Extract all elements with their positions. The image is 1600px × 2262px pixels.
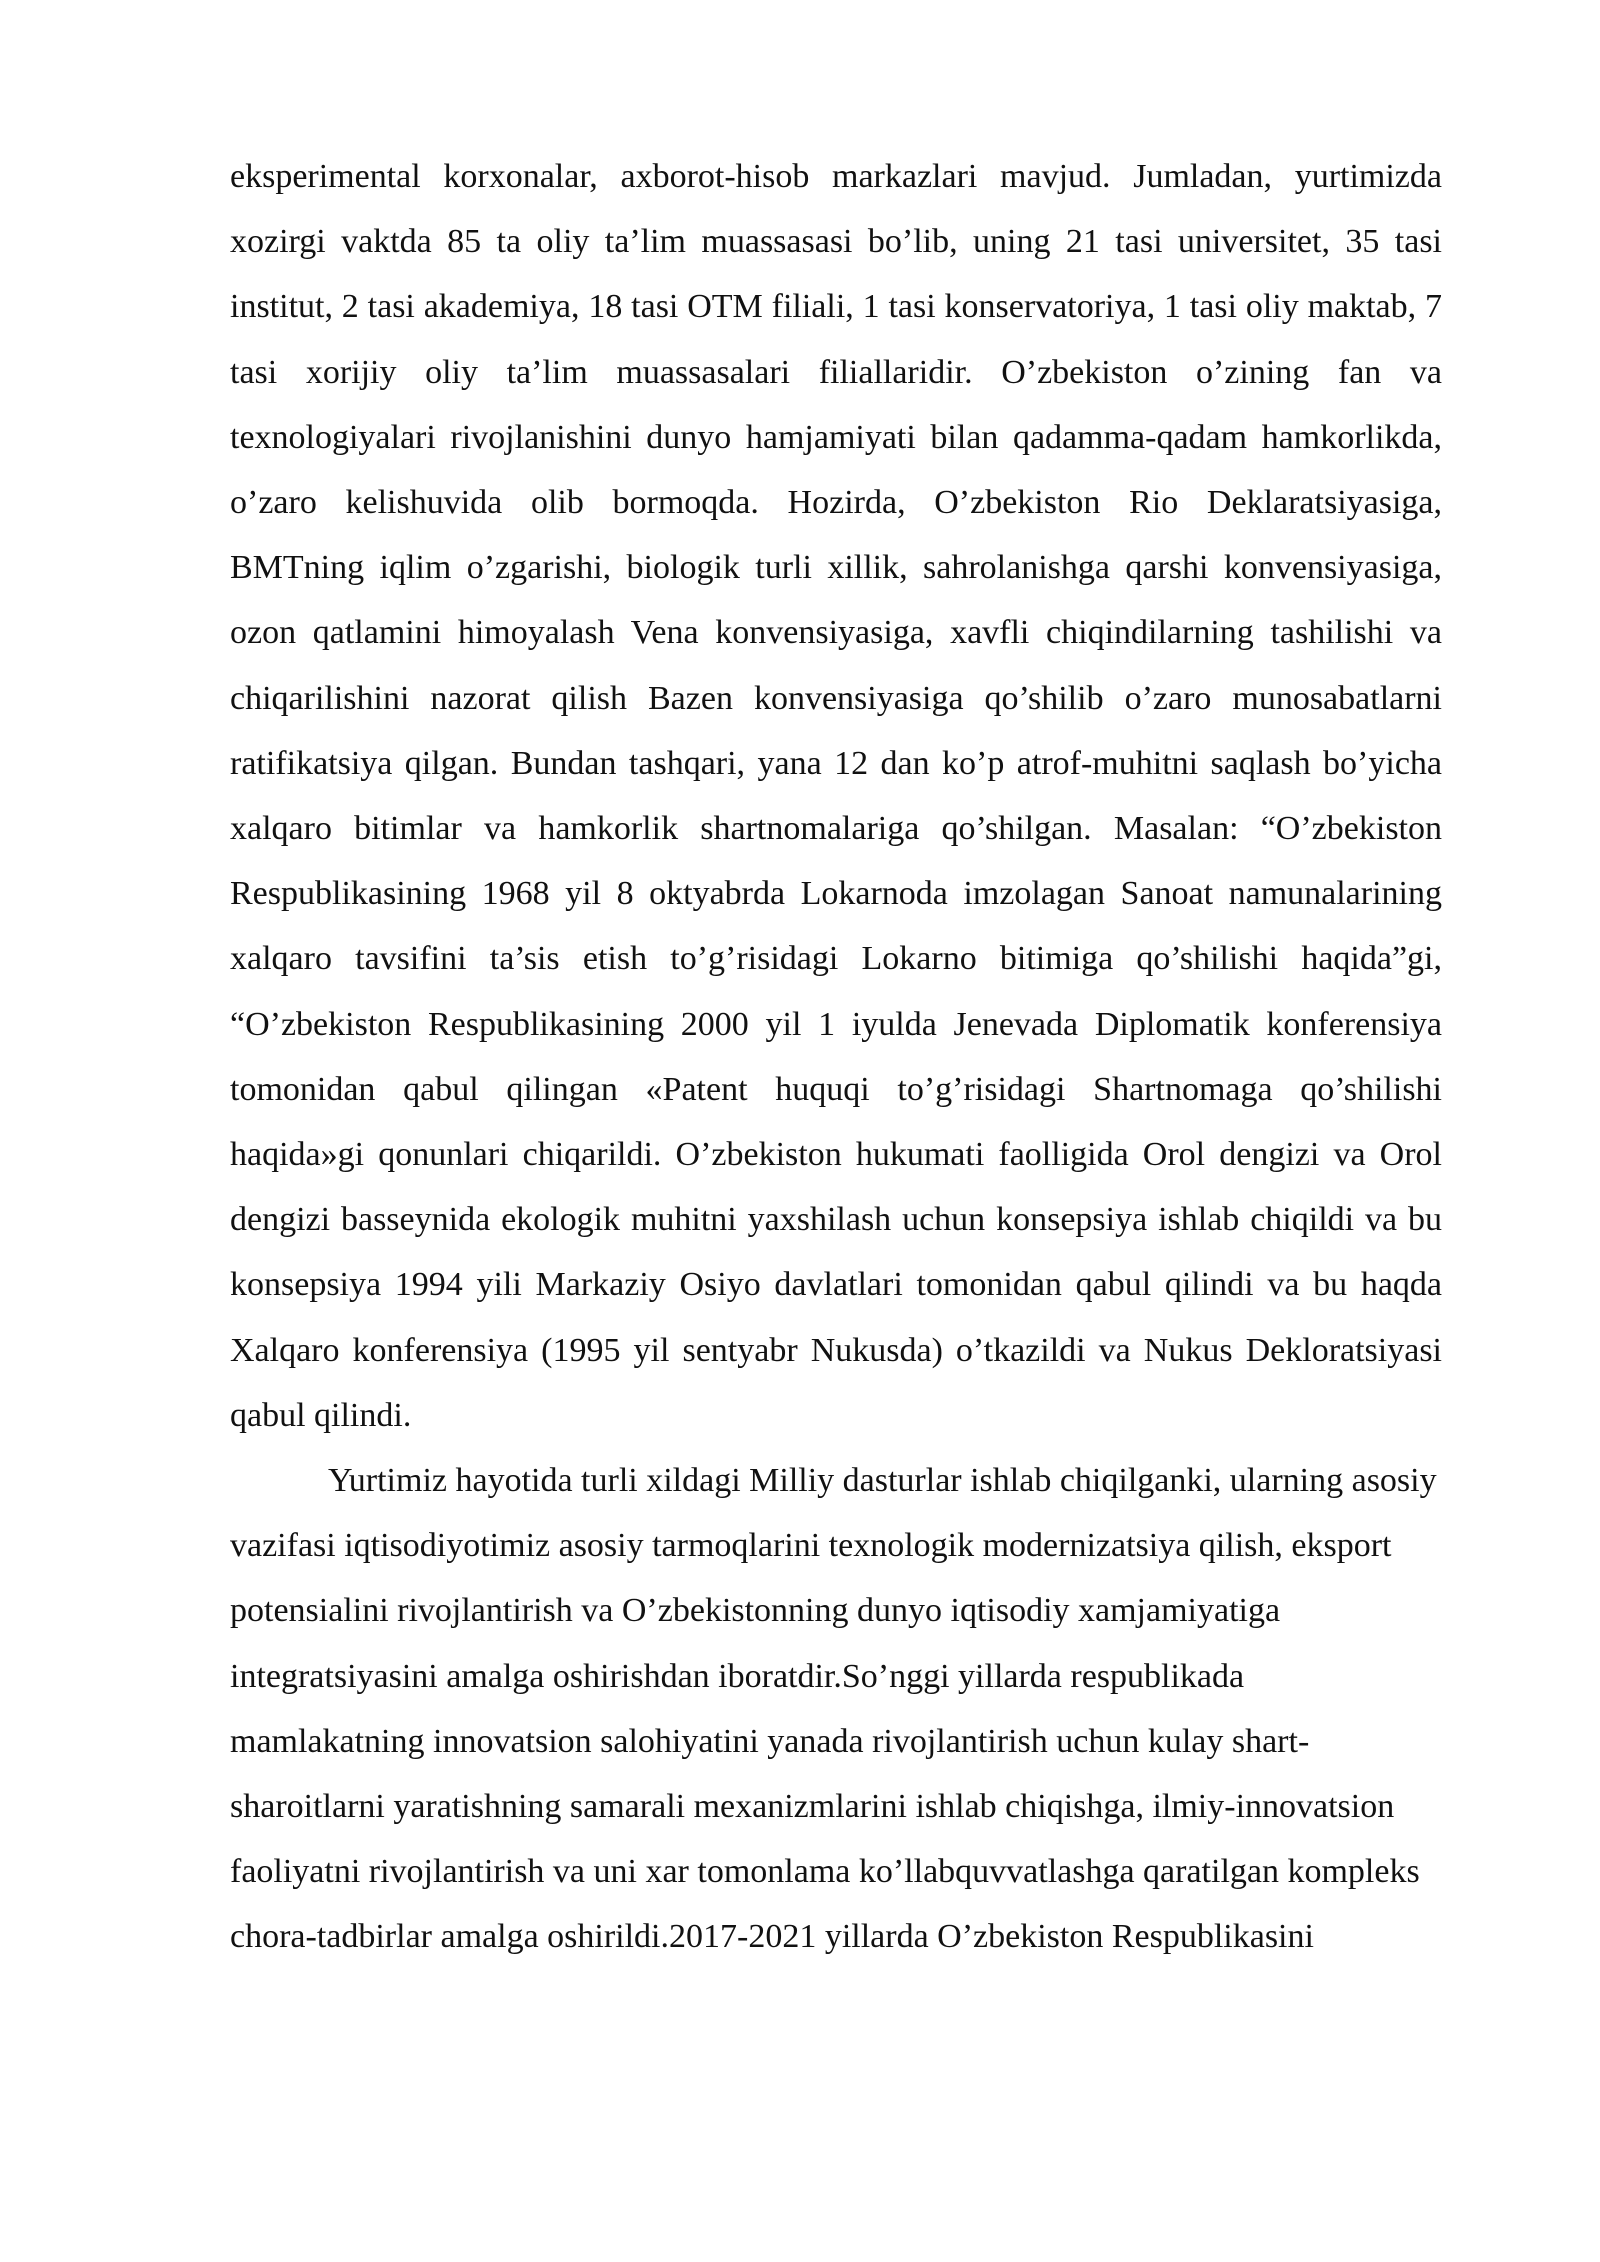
document-page (230, 144, 1442, 1970)
paragraph-1: eksperimental korxonalar, axborot-hisob markazlari mavjud. Jumladan, yurtimizda xozirgi vaktda 85 ta oliy ta’lim muassasasi bo’lib, uning 21 tasi universitet, 35 tasi institut, 2 tasi akademiya, 18 tasi OTM filiali, 1 tasi konservatoriya, 1 tasi oliy maktab, 7 tasi xorijiy oliy ta’lim muassasalari filiallaridir. O’zbekiston o’zining fan va texnologiyalari rivojlanishini dunyo hamjamiyati bilan qadamma-qadam hamkorlikda, o’zaro kelishuvida olib bormoqda. Hozirda, O’zbekiston Rio Deklaratsiyasiga, BMTning iqlim o’zgarishi, biologik turli xillik, sahrolanishga qarshi konvensiyasiga, ozon qatlamini himoyalash Vena konvensiyasiga, xavfli chiqindilarning tashilishi va chiqarilishini nazorat qilish Bazen konvensiyasiga qo’shilib o’zaro munosabatlarni ratifikatsiya qilgan. Bundan tashqari, yana 12 dan ko’p atrof-muhitni saqlash bo’yicha xalqaro bitimlar va hamkorlik shartnomalariga qo’shilgan. Masalan: “O’zbekiston Respublikasining 1968 yil 8 oktyabrda Lokarnoda imzolagan Sanoat namunalarining xalqaro tavsifini ta’sis etish to’g’risidagi Lokarno bitimiga qo’shilishi haqida”gi, “O’zbekiston Respublikasining 2000 yil 1 iyulda Jenevada Diplomatik konferensiya tomonidan qabul qilingan «Patent huquqi to’g’risidagi Shartnomaga qo’shilishi haqida»gi qonunlari chiqarildi. O’zbekiston hukumati faolligida Orol dengizi va Orol dengizi basseynida ekologik muhitni yaxshilash uchun konsepsiya ishlab chiqildi va bu konsepsiya 1994 yili Markaziy Osiyo davlatlari tomonidan qabul qilindi va bu haqda Xalqaro konferensiya (1995 yil sentyabr Nukusda) o’tkazildi va Nukus Dekloratsiyasi qabul qilindi. (230, 158, 1442, 1434)
paragraph-2: Yurtimiz hayotida turli xildagi Milliy dasturlar ishlab chiqilganki, ularning asosiy vazifasi iqtisodiyotimiz asosiy tarmoqlarini texnologik modernizatsiya qilish, eksport potensialini rivojlantirish va O’zbekistonning dunyo iqtisodiy xamjamiyatiga integratsiyasini amalga oshirishdan iboratdir.So’nggi yillarda respublikada mamlakatning innovatsion salohiyatini yanada rivojlantirish uchun kulay shart-sharoitlarni yaratishning samarali mexanizmlarini ishlab chiqishga, ilmiy-innovatsion faoliyatni rivojlantirish va uni xar tomonlama ko’llabquvvatlashga qaratilgan kompleks chora-tadbirlar amalga oshirildi.2017-2021 yillarda O’zbekiston Respublikasini (230, 1462, 1437, 1956)
